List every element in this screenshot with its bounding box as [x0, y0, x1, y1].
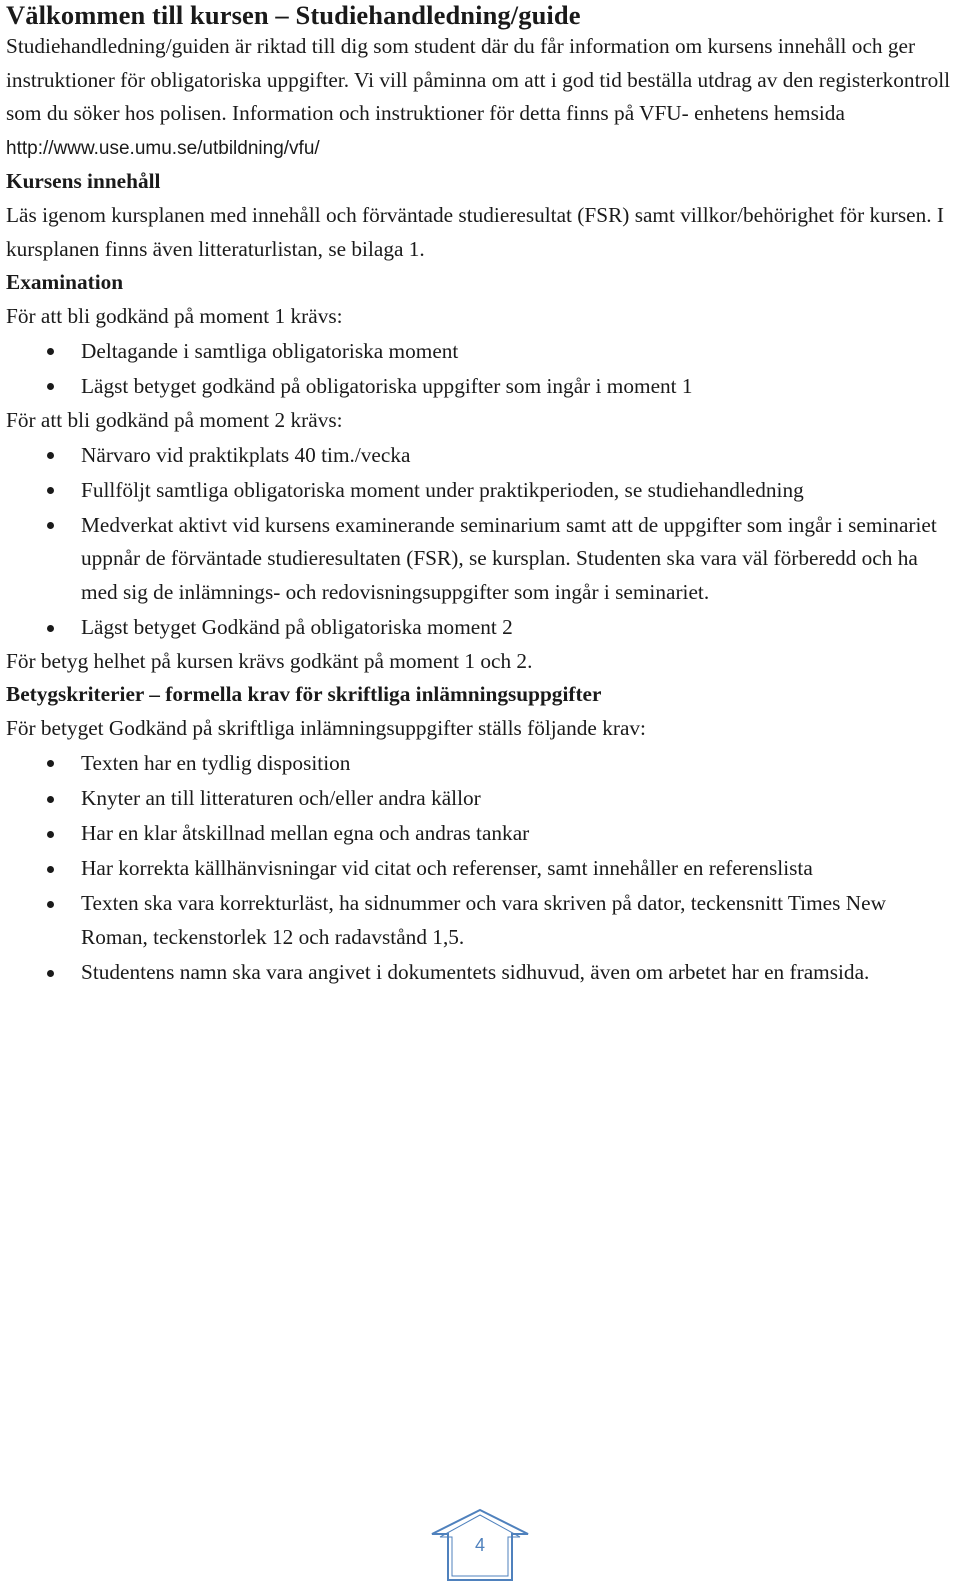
- list-item: [6, 747, 956, 781]
- betygskriterier-heading: Betygskriterier – formella krav för skriftliga inlämningsuppgifter: [6, 682, 602, 707]
- list-item-text: Texten har en tydlig disposition: [81, 750, 351, 775]
- bullet-icon: [47, 970, 54, 977]
- betygskriterier-intro: För betyget Godkänd på skriftliga inlämningsuppgifter ställs följande krav:: [6, 715, 646, 740]
- list-item: [6, 852, 956, 886]
- list-item-text: Texten ska vara korrekturläst, ha sidnummer och vara skriven på dator, teckensnitt Times New Roman, teckenstorlek 12 och radavstånd 1,5.: [81, 891, 886, 949]
- list-item: [6, 509, 956, 610]
- page-number: 4: [474, 1535, 485, 1555]
- bullet-icon: [47, 452, 54, 459]
- list-item: [6, 956, 956, 990]
- moment1-intro: För att bli godkänd på moment 1 krävs:: [6, 303, 343, 328]
- list-item-text: Deltagande i samtliga obligatoriska moment: [81, 338, 459, 363]
- list-item: [6, 474, 956, 508]
- list-item-text: Har korrekta källhänvisningar vid citat och referenser, samt innehåller en referenslista: [81, 856, 813, 881]
- helhet-paragraph: För betyg helhet på kursen krävs godkänt på moment 1 och 2.: [6, 648, 533, 673]
- moment2-intro: För att bli godkänd på moment 2 krävs:: [6, 407, 343, 432]
- list-item: [6, 611, 956, 645]
- bullet-icon: [47, 760, 54, 767]
- list-item-text: Medverkat aktivt vid kursens examinerande seminarium samt att de uppgifter som ingår i seminariet uppnår de förväntade studieresultaten (FSR), se kursplan. Studenten ska vara väl förberedd och ha med sig de inlämnings- och redovisningsuppgifter som ingår i seminariet.: [81, 512, 937, 604]
- bullet-icon: [47, 866, 54, 873]
- list-item-text: Knyter an till litteraturen och/eller andra källor: [81, 786, 481, 811]
- list-item-text: Fullföljt samtliga obligatoriska moment under praktikperioden, se studiehandledning: [81, 477, 804, 502]
- list-item-text: Har en klar åtskillnad mellan egna och andras tankar: [81, 821, 530, 846]
- kursens-heading: Kursens innehåll: [6, 169, 161, 194]
- list-item: [6, 887, 956, 954]
- bullet-icon: [47, 901, 54, 908]
- list-item-text: Lägst betyget godkänd på obligatoriska uppgifter som ingår i moment 1: [81, 373, 693, 398]
- intro-paragraph: [6, 30, 956, 165]
- bullet-icon: [47, 625, 54, 632]
- list-item: [6, 817, 956, 851]
- vfu-link[interactable]: http://www.use.umu.se/utbildning/vfu/: [6, 137, 320, 159]
- bullet-icon: [47, 348, 54, 355]
- document-page: [6, 0, 956, 990]
- page-title: Välkommen till kursen – Studiehandledning/guide: [6, 0, 581, 30]
- betygskriterier-list: [6, 747, 956, 990]
- list-item-text: Studentens namn ska vara angivet i dokumentets sidhuvud, även om arbetet har en framsida.: [81, 960, 870, 985]
- bullet-icon: [47, 796, 54, 803]
- intro-text: Studiehandledning/guiden är riktad till dig som student där du får information om kursens innehåll och ger instruktioner för obligatoriska uppgifter. Vi vill påminna om att i god tid beställa utdrag av den registerkontroll som du söker hos polisen. Information och instruktioner för detta finns på VFU- enhetens hemsida: [6, 34, 951, 126]
- moment1-list: [6, 335, 956, 404]
- list-item: [6, 439, 956, 473]
- list-item: [6, 370, 956, 404]
- moment2-list: [6, 439, 956, 645]
- list-item-text: Närvaro vid praktikplats 40 tim./vecka: [81, 442, 411, 467]
- list-item: [6, 335, 956, 369]
- bullet-icon: [47, 487, 54, 494]
- list-item: [6, 782, 956, 816]
- bullet-icon: [47, 522, 54, 529]
- bullet-icon: [47, 383, 54, 390]
- list-item-text: Lägst betyget Godkänd på obligatoriska moment 2: [81, 615, 513, 640]
- bullet-icon: [47, 831, 54, 838]
- kursens-paragraph: Läs igenom kursplanen med innehåll och förväntade studieresultat (FSR) samt villkor/behörighet för kursen. I kursplanen finns även litteraturlistan, se bilaga 1.: [6, 202, 945, 261]
- examination-heading: Examination: [6, 270, 124, 295]
